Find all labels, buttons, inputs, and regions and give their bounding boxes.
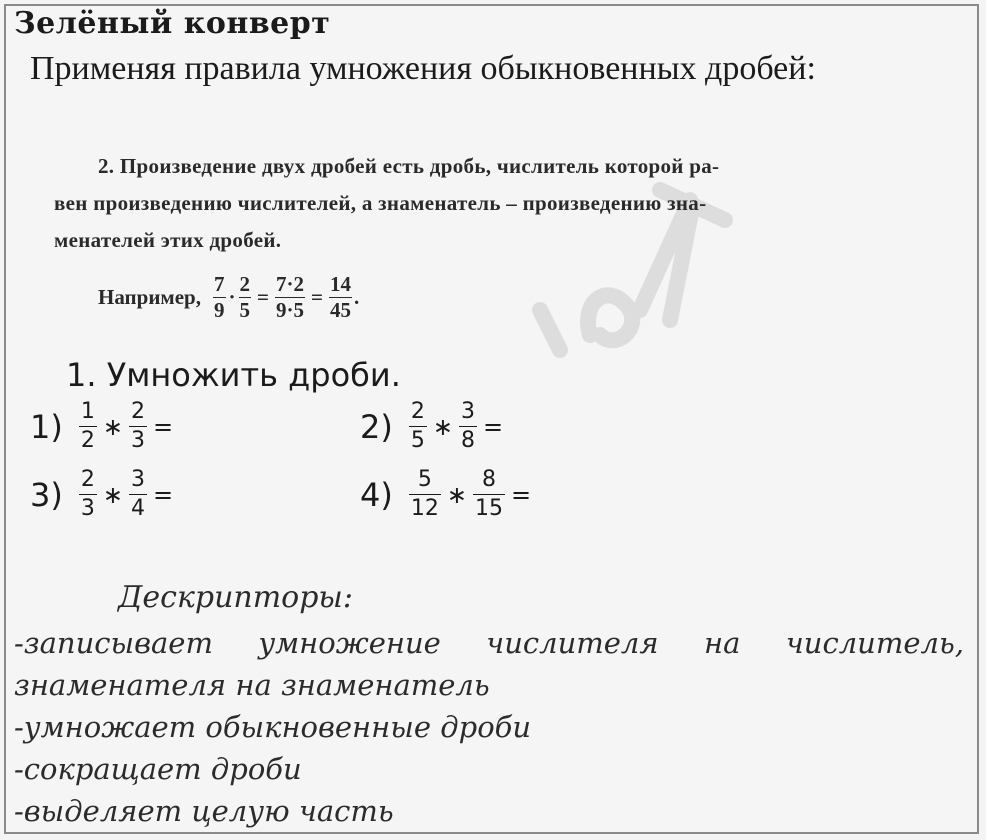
- denominator: 12: [410, 496, 439, 521]
- denominator: 5: [410, 428, 425, 453]
- numerator: 2: [239, 271, 251, 296]
- rule-line: 2. Произведение двух дробей есть дробь, числитель которой ра-: [98, 154, 720, 178]
- descriptor-word: числитель,: [785, 626, 964, 660]
- example-fraction: [275, 272, 305, 323]
- numerator: 1: [80, 399, 95, 424]
- multiply-sign: ∗: [432, 412, 453, 441]
- exercise-number: 3): [30, 475, 63, 514]
- descriptor-word: числителя: [486, 626, 659, 660]
- numerator: 2: [80, 467, 95, 492]
- example-fraction: [329, 272, 352, 323]
- rule-line: вен произведению числителей, а знаменатель – произведению зна-: [54, 191, 707, 215]
- equals-sign: =: [510, 480, 532, 509]
- equals-sign: =: [152, 412, 174, 441]
- denominator: 9·5: [275, 297, 304, 322]
- exercise-4: [360, 466, 531, 523]
- exercise-2: [360, 398, 503, 455]
- numerator: 7·2: [275, 271, 304, 296]
- fraction: [129, 466, 147, 523]
- denominator: 3: [80, 496, 95, 521]
- rule-example: [98, 262, 359, 332]
- equals-sign: =: [311, 284, 323, 309]
- fraction: [409, 398, 427, 455]
- period: .: [353, 284, 360, 309]
- example-fraction: [239, 272, 252, 323]
- fraction: [409, 466, 441, 523]
- exercise-1: [30, 398, 173, 455]
- page-title: Зелёный конверт: [14, 6, 331, 41]
- fraction: [473, 466, 505, 523]
- numerator: 3: [130, 467, 145, 492]
- denominator: 8: [460, 428, 475, 453]
- numerator: 14: [329, 271, 351, 296]
- exercise-3: [30, 466, 173, 523]
- fraction: [129, 398, 147, 455]
- descriptors-heading: Дескрипторы:: [118, 580, 353, 615]
- fraction: [459, 398, 477, 455]
- denominator: 45: [329, 297, 351, 322]
- fraction: [79, 466, 97, 523]
- descriptor-word: умножение: [258, 626, 441, 660]
- descriptors-list: [14, 622, 969, 832]
- task-heading: 1. Умножить дроби.: [66, 356, 401, 394]
- denominator: 5: [239, 297, 251, 322]
- denominator: 9: [214, 297, 225, 322]
- exercise-number: 1): [30, 407, 63, 446]
- numerator: 3: [460, 399, 475, 424]
- exercise-number: 2): [360, 407, 393, 446]
- descriptor-word: на: [703, 626, 741, 660]
- numerator: 7: [214, 271, 225, 296]
- equals-sign: =: [152, 480, 174, 509]
- denominator: 4: [130, 496, 145, 521]
- denominator: 2: [80, 428, 95, 453]
- equals-sign: =: [482, 412, 504, 441]
- exercise-number: 4): [360, 475, 393, 514]
- example-fraction: [213, 272, 226, 323]
- denominator: 15: [474, 496, 503, 521]
- descriptor-item: -умножает обыкновенные дроби: [14, 710, 532, 744]
- multiply-sign: ∗: [446, 480, 467, 509]
- descriptor-word: -записывает: [14, 626, 213, 660]
- descriptor-item: знаменателя на знаменатель: [14, 668, 490, 702]
- numerator: 8: [481, 467, 496, 492]
- numerator: 5: [417, 467, 432, 492]
- multiply-dot: ·: [228, 284, 236, 309]
- numerator: 2: [130, 399, 145, 424]
- example-label: Например,: [98, 284, 201, 309]
- rule-line: менателей этих дробей.: [54, 228, 282, 252]
- equals-sign: =: [257, 284, 269, 309]
- descriptor-item: -выделяет целую часть: [14, 794, 394, 828]
- multiply-sign: ∗: [102, 480, 123, 509]
- subtitle: Применяя правила умножения обыкновенных дробей:: [30, 50, 816, 87]
- numerator: 2: [410, 399, 425, 424]
- descriptor-item: -сокращает дроби: [14, 752, 302, 786]
- fraction: [79, 398, 97, 455]
- descriptor-item: [14, 622, 964, 664]
- rule-text: [54, 148, 878, 259]
- denominator: 3: [130, 428, 145, 453]
- multiply-sign: ∗: [102, 412, 123, 441]
